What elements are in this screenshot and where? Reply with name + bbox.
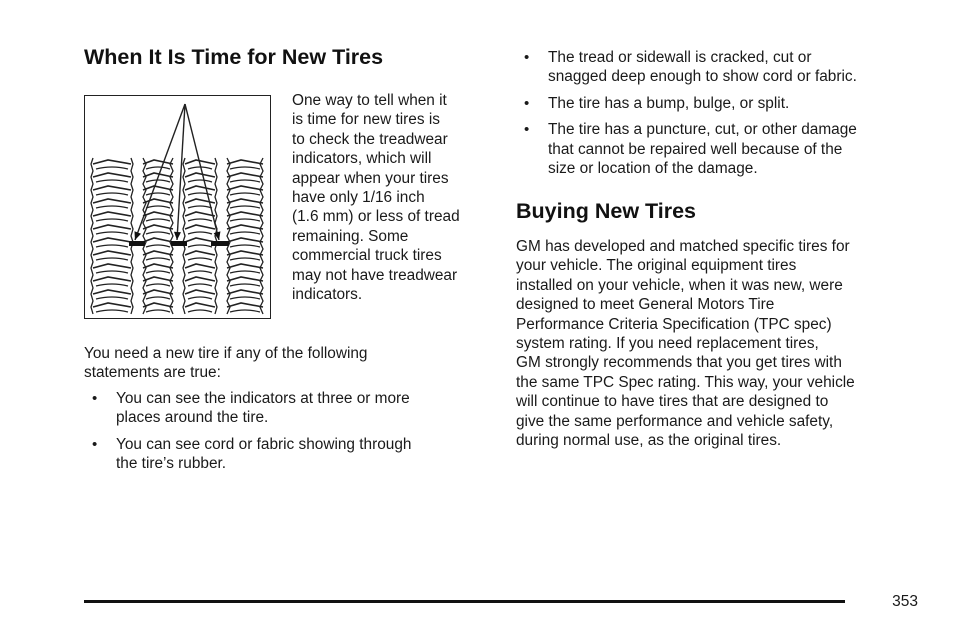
tread-block: [143, 251, 173, 255]
text-line: may not have treadwear: [292, 266, 458, 284]
tread-block: [93, 173, 131, 177]
text-line: have only 1/16 inch: [292, 189, 425, 207]
rib-edge: [260, 158, 263, 314]
right-bullet-list: [516, 48, 936, 178]
tread-block: [227, 277, 263, 281]
tread-block: [146, 167, 170, 169]
intro-paragraph: [84, 344, 489, 383]
tread-block: [143, 277, 173, 281]
text-line: the same TPC Spec rating. This way, your vehicle: [516, 373, 855, 391]
list-item: [516, 120, 936, 178]
text-line: snagged deep enough to show cord or fabric.: [548, 68, 857, 86]
text-line: will continue to have tires that are designed to: [516, 393, 829, 411]
tread-block: [93, 303, 131, 307]
tread-block: [96, 310, 128, 312]
bullet-icon: •: [524, 121, 530, 139]
tread-block: [185, 212, 215, 216]
tread-block: [185, 251, 215, 255]
tread-block: [227, 212, 263, 216]
tread-block: [146, 193, 170, 195]
tread-block: [143, 199, 173, 203]
text-line: give the same performance and vehicle safety,: [516, 412, 834, 430]
text-line: One way to tell when it: [292, 92, 447, 109]
rib-edge: [143, 158, 146, 314]
tread-block: [227, 303, 263, 307]
text-line: The tire has a bump, bulge, or split.: [548, 94, 790, 112]
list-item: [516, 48, 936, 87]
text-line: places around the tire.: [116, 409, 269, 427]
tread-block: [96, 245, 128, 247]
text-line: your vehicle. The original equipment tires: [516, 257, 797, 275]
rib-edge: [183, 158, 185, 314]
text-line: installed on your vehicle, when it was new, were: [516, 276, 843, 294]
tread-block: [93, 290, 131, 294]
text-line: size or location of the damage.: [548, 160, 758, 178]
tread-block: [143, 160, 173, 164]
tread-block: [143, 290, 173, 294]
bullet-icon: •: [92, 435, 98, 453]
tread-block: [143, 264, 173, 268]
tread-block: [230, 206, 260, 208]
tread-block: [93, 186, 131, 190]
tread-block: [227, 238, 263, 242]
tread-block: [143, 225, 173, 229]
wear-indicator-bar: [171, 241, 187, 246]
tread-block: [230, 271, 260, 273]
tread-block: [146, 297, 170, 299]
tread-block: [146, 180, 170, 182]
heading-new-tires: When It Is Time for New Tires: [84, 45, 384, 69]
tread-block: [227, 264, 263, 268]
tread-block: [96, 206, 128, 208]
tread-block: [143, 303, 173, 307]
rib-edge: [131, 158, 133, 314]
tread-block: [93, 277, 131, 281]
page-number: 353: [892, 593, 918, 610]
treadwear-indicator-illustration: [84, 95, 271, 319]
text-line: remaining. Some: [292, 227, 409, 245]
tread-block: [185, 303, 215, 307]
tread-block: [227, 186, 263, 190]
tread-block: [188, 284, 212, 286]
tread-block: [93, 212, 131, 216]
arrowhead: [174, 232, 181, 240]
text-line: appear when your tires: [292, 169, 449, 187]
bullet-icon: •: [524, 49, 530, 66]
tread-block: [188, 271, 212, 273]
tread-block: [230, 167, 260, 169]
tread-block: [188, 219, 212, 221]
tread-block: [143, 212, 173, 216]
text-line: GM has developed and matched specific tires for: [516, 238, 850, 255]
tread-block: [146, 258, 170, 260]
tire-tread-drawing: [85, 96, 269, 317]
tread-block: [93, 264, 131, 268]
tread-block: [93, 225, 131, 229]
tread-block: [185, 277, 215, 281]
bullet-icon: •: [92, 390, 98, 407]
tread-block: [230, 245, 260, 247]
tread-block: [93, 199, 131, 203]
tread-block: [227, 160, 263, 164]
tread-block: [96, 193, 128, 195]
tread-block: [146, 310, 170, 312]
tread-block: [188, 206, 212, 208]
tread-block: [96, 258, 128, 260]
tread-block: [230, 258, 260, 260]
tread-block: [185, 264, 215, 268]
tread-block: [227, 173, 263, 177]
left-bullet-list: [84, 389, 489, 474]
tread-block: [230, 284, 260, 286]
list-item: [84, 435, 489, 474]
tread-block: [188, 310, 212, 312]
tread-block: [185, 173, 215, 177]
tread-block: [143, 186, 173, 190]
text-line: indicators.: [292, 286, 363, 304]
tread-block: [96, 297, 128, 299]
tread-block: [143, 238, 173, 242]
text-line: Performance Criteria Specification (TPC spec): [516, 315, 832, 333]
tread-block: [96, 284, 128, 286]
tread-block: [96, 219, 128, 221]
text-line: commercial truck tires: [292, 247, 442, 265]
tread-block: [146, 271, 170, 273]
tread-block: [93, 160, 131, 164]
tread-block: [230, 180, 260, 182]
tread-block: [188, 245, 212, 247]
tread-block: [227, 251, 263, 255]
text-line: system rating. If you need replacement tires,: [516, 335, 819, 353]
tread-block: [188, 193, 212, 195]
text-line: is time for new tires is: [292, 111, 440, 129]
buying-paragraph: [516, 237, 926, 450]
bullet-icon: •: [524, 94, 530, 112]
text-line: (1.6 mm) or less of tread: [292, 208, 460, 226]
tread-block: [93, 251, 131, 255]
footer-rule: [84, 600, 845, 603]
tread-block: [146, 219, 170, 221]
tread-block: [188, 167, 212, 169]
side-paragraph: [292, 91, 492, 304]
tread-block: [146, 232, 170, 234]
rib-edge: [91, 158, 93, 314]
list-item: [516, 94, 936, 113]
tread-block: [230, 219, 260, 221]
arrowhead: [134, 231, 141, 240]
tread-block: [185, 186, 215, 190]
tread-block: [230, 297, 260, 299]
text-line: that cannot be repaired well because of the: [548, 140, 843, 158]
text-line: designed to meet General Motors Tire: [516, 296, 775, 314]
text-line: The tread or sidewall is cracked, cut or: [548, 49, 812, 66]
tread-block: [146, 284, 170, 286]
tread-block: [227, 290, 263, 294]
tread-block: [188, 297, 212, 299]
text-line: You need a new tire if any of the following: [84, 345, 368, 362]
tread-block: [146, 245, 170, 247]
tread-block: [188, 232, 212, 234]
text-line: statements are true:: [84, 364, 221, 382]
list-item: [84, 389, 489, 428]
tread-block: [185, 199, 215, 203]
tread-block: [146, 206, 170, 208]
tread-block: [188, 258, 212, 260]
tread-block: [230, 232, 260, 234]
tread-block: [230, 310, 260, 312]
tread-block: [96, 232, 128, 234]
text-line: You can see the indicators at three or more: [116, 390, 410, 407]
text-line: during normal use, as the original tires.: [516, 432, 782, 450]
text-line: GM strongly recommends that you get tires with: [516, 354, 842, 372]
text-line: to check the treadwear: [292, 130, 448, 148]
tread-block: [185, 225, 215, 229]
text-line: the tire’s rubber.: [116, 455, 227, 473]
tread-block: [227, 225, 263, 229]
wear-indicator-bar: [129, 241, 145, 246]
rib-edge: [170, 158, 173, 314]
tread-block: [93, 238, 131, 242]
tread-block: [185, 238, 215, 242]
wear-indicator-bar: [211, 241, 229, 246]
tread-block: [230, 193, 260, 195]
heading-buying-new-tires: Buying New Tires: [516, 199, 697, 223]
tread-block: [188, 180, 212, 182]
text-line: The tire has a puncture, cut, or other damage: [548, 121, 857, 139]
text-line: You can see cord or fabric showing through: [116, 435, 412, 453]
rib-edge: [227, 158, 230, 314]
tread-block: [227, 199, 263, 203]
tread-block: [96, 167, 128, 169]
text-line: indicators, which will: [292, 150, 432, 168]
tread-block: [96, 271, 128, 273]
tread-block: [185, 290, 215, 294]
tread-block: [96, 180, 128, 182]
